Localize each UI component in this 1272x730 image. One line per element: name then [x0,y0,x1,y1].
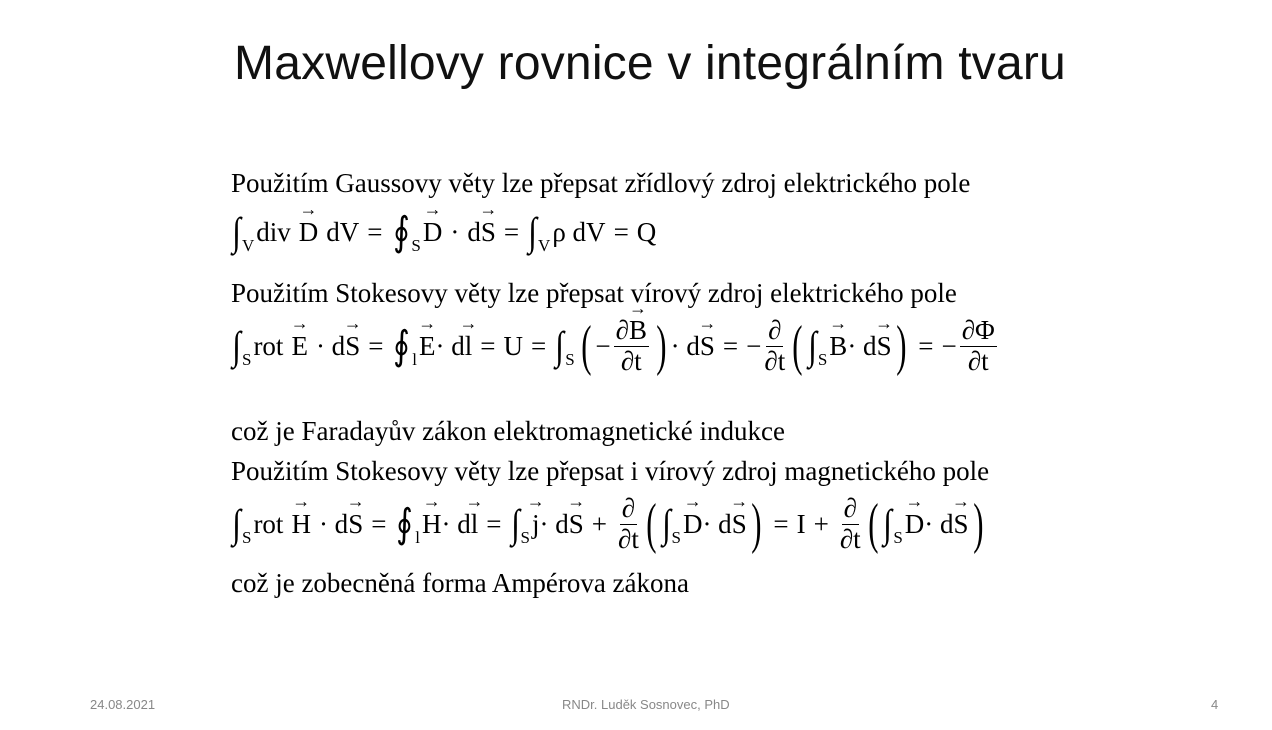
gauss-equation: ∫ V div → D dV = ∮ S → D · d → S = ∫ V ρ dV = Q [231,212,656,252]
footer-author: RNDr. Luděk Sosnovec, PhD [562,697,730,712]
gauss-intro-text: Použitím Gaussovy věty lze přepsat zřídlový zdroj elektrického pole [231,168,971,198]
ampere-equation: ∫ S rot → H · d → S = ∮ l → H · d → l = ∫ S → j · d → S + $\frac{\partial}{\partial t}$ ( ∫ S → D · d → S ) = I + $\frac{\partial}{\partial t}$ ( ∫ S → D · d → S ) [231,494,987,554]
faraday-equation: ∫ S rot → E · d → S = ∮ l → E · d → l = U = ∫ S ( − $\frac{\partial\to B}{\partial t}$ ) · d → S = − $\frac{\partial}{\partial t}$ ( ∫ S → B · d → S ) = − $\frac{\partial\Phi}{\partial t}$ [231,316,1000,376]
footer-date: 24.08.2021 [90,697,156,712]
stokes-e-intro-text: Použitím Stokesovy věty lze přepsat vírový zdroj elektrického pole [231,278,957,308]
faraday-note-text: což je Faradayův zákon elektromagnetické indukce [231,416,786,446]
footer-page-number: 4 [1211,697,1219,712]
stokes-h-intro-text: Použitím Stokesovy věty lze přepsat i vírový zdroj magnetického pole [231,456,990,486]
slide-title: Maxwellovy rovnice v integrálním tvaru [234,37,1066,90]
ampere-note-text: což je zobecněná forma Ampérova zákona [231,568,690,598]
